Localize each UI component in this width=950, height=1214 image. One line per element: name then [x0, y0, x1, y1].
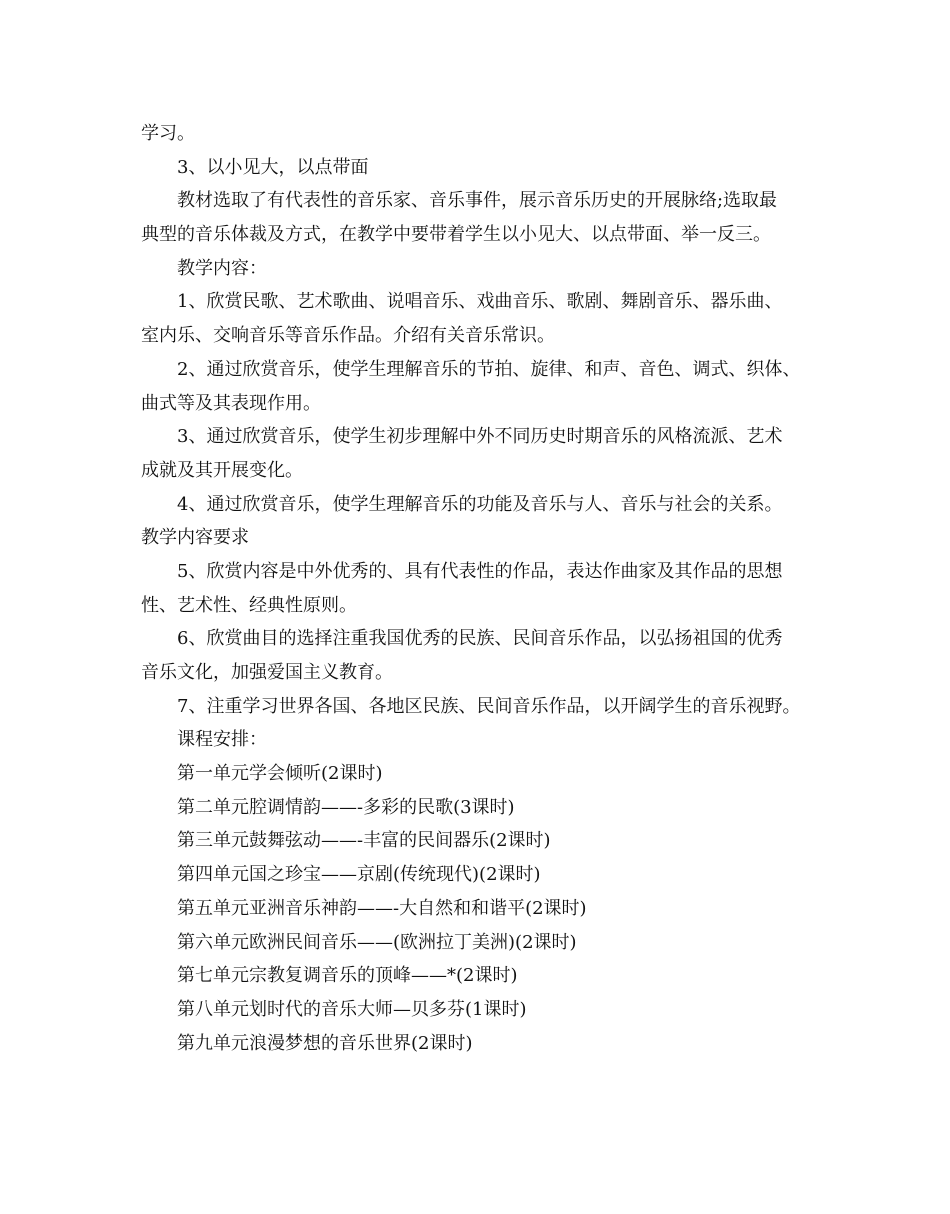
- text-line: 性、艺术性、经典性原则。: [141, 594, 357, 616]
- text-line: 课程安排：: [177, 729, 267, 751]
- text-line: 第九单元浪漫梦想的音乐世界(2课时): [177, 1032, 473, 1054]
- text-line: 第二单元腔调情韵——-多彩的民歌(3课时): [177, 796, 515, 818]
- text-line: 第六单元欧洲民间音乐——(欧洲拉丁美洲)(2课时): [177, 931, 577, 953]
- text-line: 第一单元学会倾听(2课时): [177, 763, 383, 785]
- text-line: 1、欣赏民歌、艺术歌曲、说唱音乐、戏曲音乐、歌剧、舞剧音乐、器乐曲、: [177, 291, 783, 313]
- text-line: 第四单元国之珍宝——京剧(传统现代)(2课时): [177, 864, 541, 886]
- text-line: 成就及其开展变化。: [141, 459, 303, 481]
- text-line: 4、通过欣赏音乐，使学生理解音乐的功能及音乐与人、音乐与社会的关系。: [177, 493, 783, 515]
- text-line: 3、通过欣赏音乐，使学生初步理解中外不同历史时期音乐的风格流派、艺术: [177, 426, 783, 448]
- text-line: 学习。: [141, 123, 195, 144]
- text-line: 曲式等及其表现作用。: [141, 392, 321, 414]
- text-line: 室内乐、交响音乐等音乐作品。介绍有关音乐常识。: [141, 325, 555, 347]
- text-line: 2、通过欣赏音乐，使学生理解音乐的节拍、旋律、和声、音色、调式、织体、: [177, 358, 801, 380]
- text-line: 教材选取了有代表性的音乐家、音乐事件，展示音乐历史的开展脉络;选取最: [177, 190, 778, 212]
- text-line: 5、欣赏内容是中外优秀的、具有代表性的作品，表达作曲家及其作品的思想: [177, 560, 783, 582]
- text-line: 7、注重学习世界各国、各地区民族、民间音乐作品，以开阔学生的音乐视野。: [177, 695, 801, 717]
- text-line: 教学内容要求: [141, 527, 249, 549]
- text-line: 第七单元宗教复调音乐的顶峰——*(2课时): [177, 965, 518, 987]
- document-body: [141, 117, 821, 1060]
- text-line: 音乐文化，加强爱国主义教育。: [141, 662, 393, 683]
- text-line: 第五单元亚洲音乐神韵——-大自然和和谐平(2课时): [177, 897, 587, 919]
- text-line: 6、欣赏曲目的选择注重我国优秀的民族、民间音乐作品，以弘扬祖国的优秀: [177, 628, 783, 650]
- text-line: 3、以小见大，以点带面: [177, 156, 369, 178]
- text-line: 教学内容：: [177, 257, 267, 279]
- text-line: 第三单元鼓舞弦动——-丰富的民间器乐(2课时): [177, 830, 551, 852]
- text-line: 典型的音乐体裁及方式，在教学中要带着学生以小见大、以点带面、举一反三。: [141, 224, 771, 246]
- text-line: 第八单元划时代的音乐大师—贝多芬(1课时): [177, 998, 527, 1020]
